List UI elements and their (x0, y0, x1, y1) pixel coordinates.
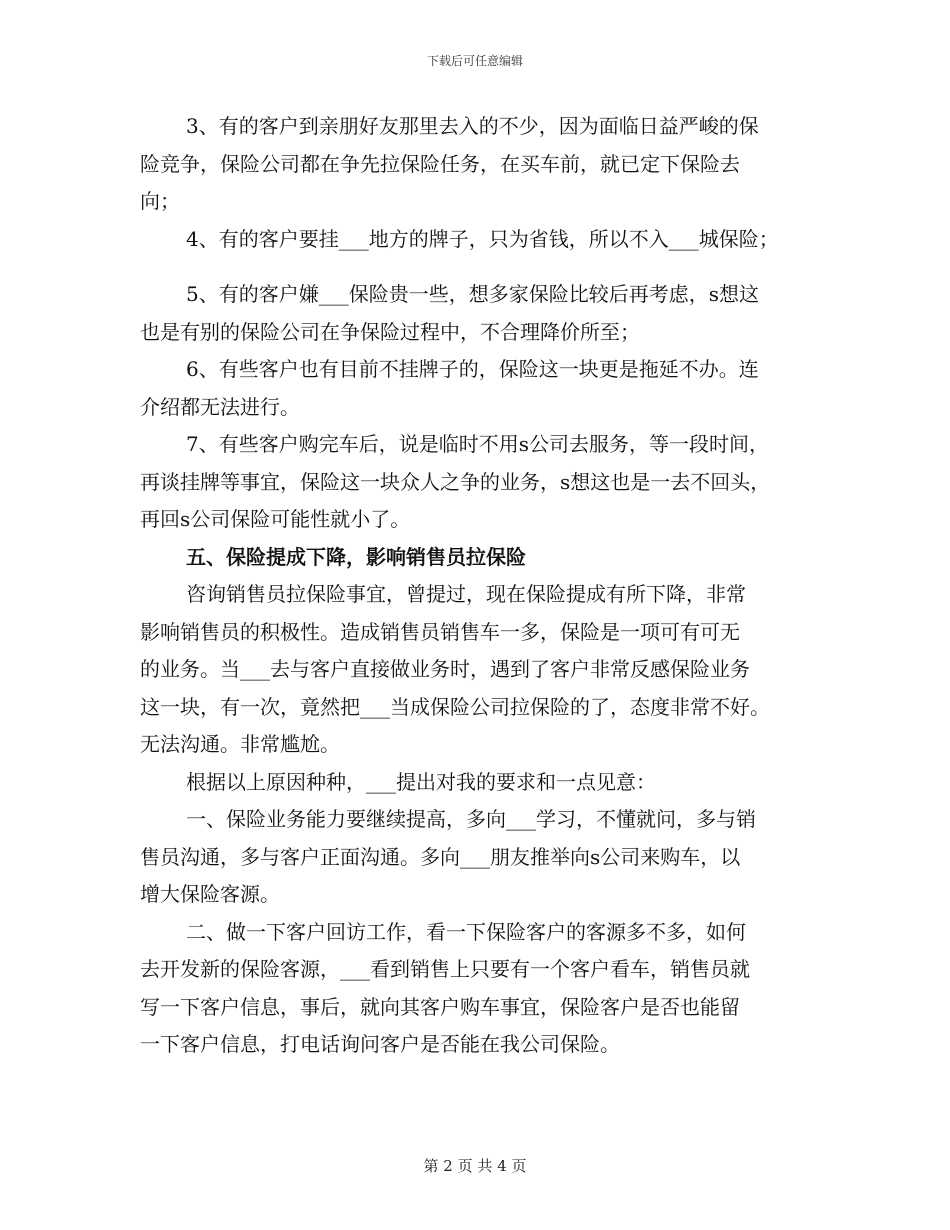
paragraph-line: 再谈挂牌等事宜，保险这一块众人之争的业务，s想这也是一去不回头， (140, 469, 771, 494)
paragraph-line: 7、有些客户购完车后，说是临时不用s公司去服务，等一段时间， (186, 432, 769, 456)
section-heading: 五、保险提成下降，影响销售员拉保险 (186, 544, 526, 569)
paragraph-line: 6、有些客户也有目前不挂牌子的，保险这一块更是拖延不办。连 (186, 357, 759, 381)
paragraph-line: 一下客户信息，打电话询问客户是否能在我公司保险。 (140, 1032, 620, 1056)
paragraph-gap (140, 258, 820, 276)
paragraph-line: 的业务。当___去与客户直接做业务时，遇到了客户非常反感保险业务 (140, 657, 750, 681)
paragraph-line: 险竞争，保险公司都在争先拉保险任务，在买车前，就已定下保险去 (140, 151, 740, 176)
page-footer: 第 2 页 共 4 页 (423, 1157, 527, 1175)
paragraph-line: 这一块，有一次，竟然把___当成保险公司拉保险的了，态度非常不好。 (140, 694, 770, 719)
paragraph-line: 再回s公司保险可能性就小了。 (140, 507, 411, 531)
paragraph-line: 4、有的客户要挂___地方的牌子，只为省钱，所以不入___城保险； (186, 226, 779, 251)
paragraph-line: 增大保险客源。 (140, 882, 280, 906)
page-header: 下载后可任意编辑 (426, 54, 523, 68)
paragraph-line: 影响销售员的积极性。造成销售员销售车一多，保险是一项可有可无 (140, 619, 740, 644)
paragraph-line: 咨询销售员拉保险事宜，曾提过，现在保险提成有所下降，非常 (186, 582, 746, 606)
paragraph-line: 3、有的客户到亲朋好友那里去入的不少，因为面临日益严峻的保 (186, 114, 759, 138)
paragraph-line: 写一下客户信息，事后，就向其客户购车事宜，保险客户是否也能留 (140, 994, 740, 1019)
paragraph-line: 5、有的客户嫌___保险贵一些，想多家保险比较后再考虑，s想这 (186, 282, 759, 306)
paragraph-line: 也是有别的保险公司在争保险过程中，不合理降价所至； (140, 319, 640, 344)
paragraph-line: 根据以上原因种种，___提出对我的要求和一点见意： (186, 769, 656, 794)
paragraph-line: 去开发新的保险客源，___看到销售上只要有一个客户看车，销售员就 (140, 957, 750, 981)
paragraph-line: 介绍都无法进行。 (140, 394, 300, 419)
paragraph-line: 二、做一下客户回访工作，看一下保险客户的客源多不多，如何 (186, 919, 746, 944)
paragraph-line: 一、保险业务能力要继续提高，多向___学习，不懂就问，多与销 (186, 807, 756, 831)
paragraph-line: 售员沟通，多与客户正面沟通。多向___朋友推举向s公司来购车，以 (140, 844, 741, 869)
paragraph-line: 无法沟通。非常尴尬。 (140, 732, 340, 756)
paragraph-line: 向； (140, 189, 180, 213)
document-body (140, 108, 820, 1064)
